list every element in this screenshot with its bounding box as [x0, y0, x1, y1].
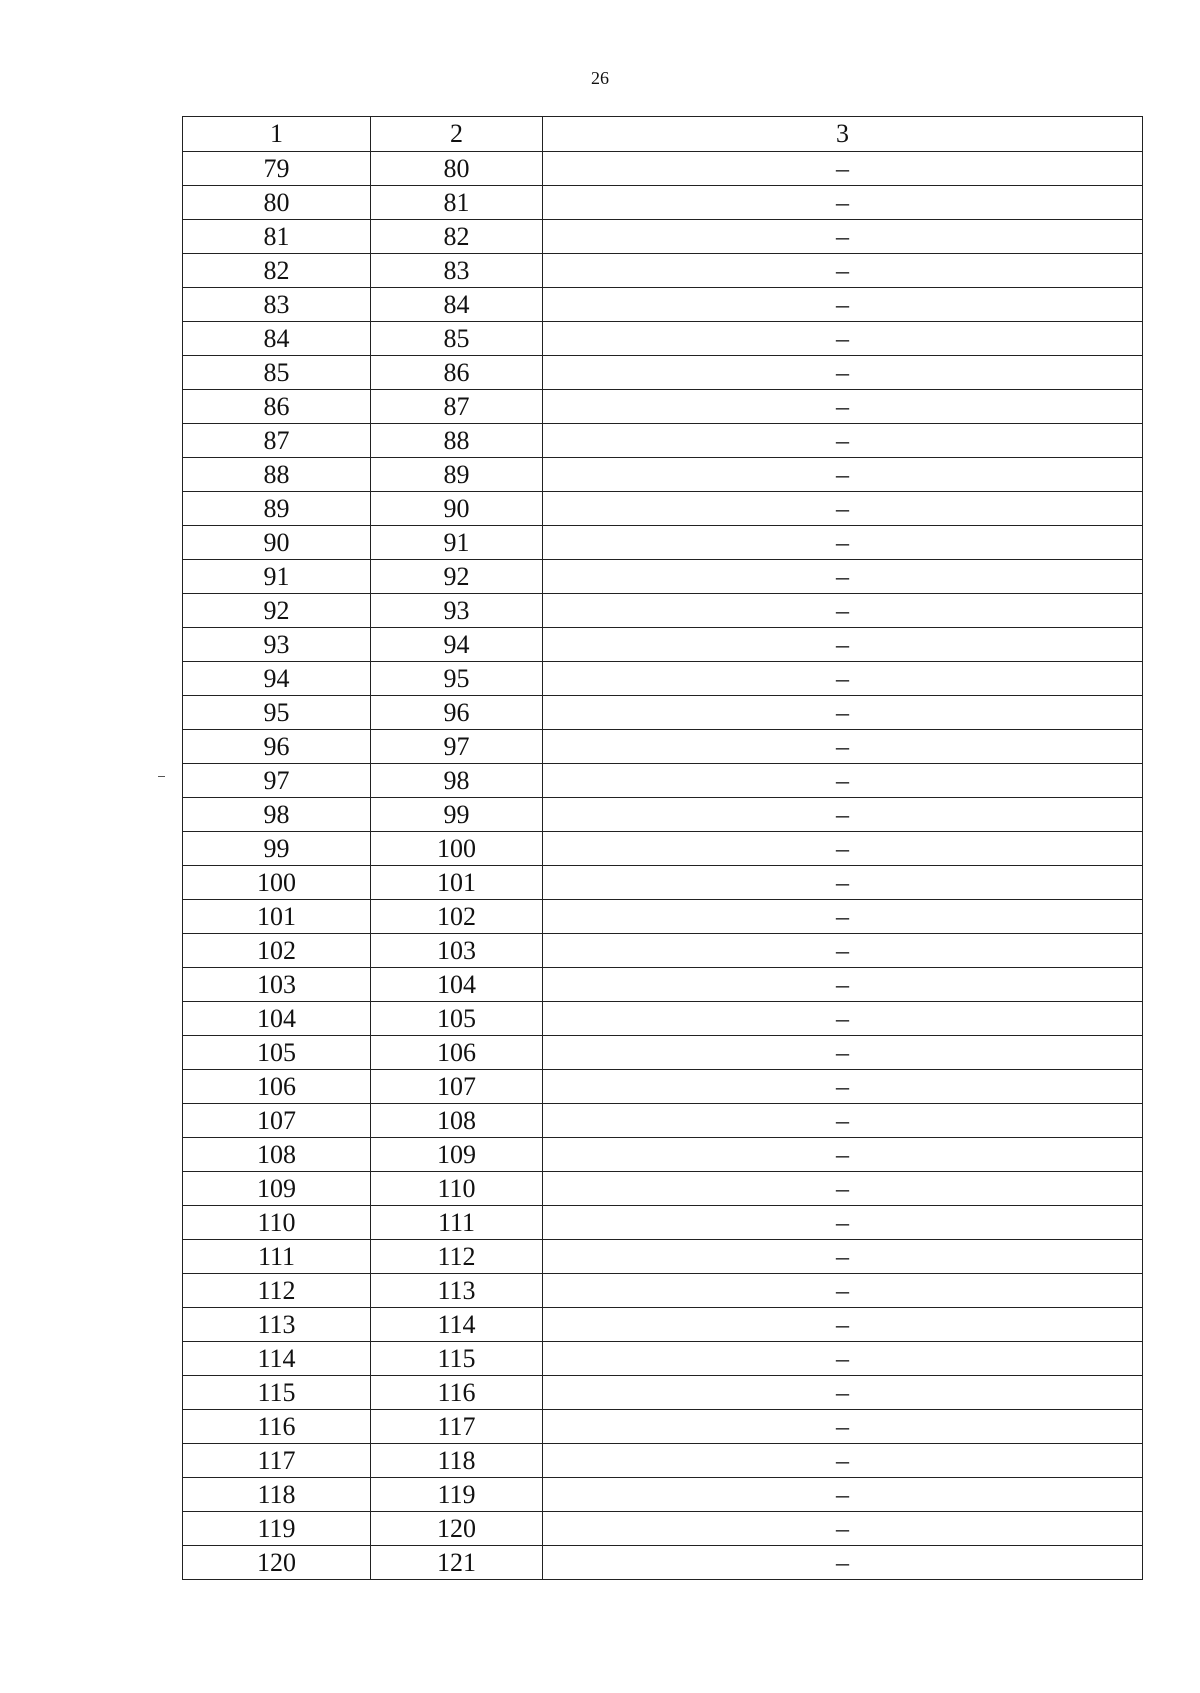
header-cell-3: 3 — [543, 117, 1143, 152]
table-row — [183, 662, 1143, 696]
table-row — [183, 458, 1143, 492]
table-cell-col-3: – — [543, 1444, 1143, 1478]
table-cell-col-2: 86 — [371, 356, 543, 390]
table-row — [183, 934, 1143, 968]
table-cell-col-1: 93 — [183, 628, 371, 662]
table-row — [183, 594, 1143, 628]
table-cell-col-2: 98 — [371, 764, 543, 798]
table-row — [183, 764, 1143, 798]
table-row — [183, 1512, 1143, 1546]
table-row — [183, 968, 1143, 1002]
table-cell-col-1: 113 — [183, 1308, 371, 1342]
table-row — [183, 1478, 1143, 1512]
table-cell-col-1: 107 — [183, 1104, 371, 1138]
table-cell-col-3: – — [543, 1308, 1143, 1342]
table-row — [183, 1206, 1143, 1240]
table-row — [183, 866, 1143, 900]
table-cell-col-2: 99 — [371, 798, 543, 832]
document-table — [182, 116, 1143, 1580]
table-body — [183, 117, 1143, 1580]
table-cell-col-2: 104 — [371, 968, 543, 1002]
table-cell-col-1: 103 — [183, 968, 371, 1002]
table-cell-col-2: 82 — [371, 220, 543, 254]
table-cell-col-1: 92 — [183, 594, 371, 628]
table-cell-col-2: 94 — [371, 628, 543, 662]
table-cell-col-1: 88 — [183, 458, 371, 492]
table-cell-col-3: – — [543, 764, 1143, 798]
table-row — [183, 1410, 1143, 1444]
table-cell-col-2: 83 — [371, 254, 543, 288]
table-cell-col-3: – — [543, 322, 1143, 356]
table-row — [183, 1240, 1143, 1274]
table-cell-col-1: 117 — [183, 1444, 371, 1478]
table-cell-col-3: – — [543, 458, 1143, 492]
table-row — [183, 492, 1143, 526]
table-cell-col-3: – — [543, 220, 1143, 254]
table-cell-col-2: 91 — [371, 526, 543, 560]
table-cell-col-3: – — [543, 968, 1143, 1002]
table-cell-col-3: – — [543, 1512, 1143, 1546]
table-cell-col-3: – — [543, 1206, 1143, 1240]
table-cell-col-1: 83 — [183, 288, 371, 322]
table-cell-col-3: – — [543, 1036, 1143, 1070]
table-row — [183, 424, 1143, 458]
table-cell-col-3: – — [543, 492, 1143, 526]
table-row — [183, 1104, 1143, 1138]
table-cell-col-3: – — [543, 1070, 1143, 1104]
table-header-row — [183, 117, 1143, 152]
table-row — [183, 322, 1143, 356]
table-cell-col-1: 84 — [183, 322, 371, 356]
table-cell-col-2: 115 — [371, 1342, 543, 1376]
table-cell-col-2: 103 — [371, 934, 543, 968]
table-row — [183, 1138, 1143, 1172]
table-cell-col-3: – — [543, 696, 1143, 730]
table-cell-col-3: – — [543, 356, 1143, 390]
table-cell-col-1: 112 — [183, 1274, 371, 1308]
table-cell-col-1: 105 — [183, 1036, 371, 1070]
table-cell-col-3: – — [543, 424, 1143, 458]
table-cell-col-2: 106 — [371, 1036, 543, 1070]
table-cell-col-3: – — [543, 1138, 1143, 1172]
header-cell-1: 1 — [183, 117, 371, 152]
table-cell-col-3: – — [543, 900, 1143, 934]
scan-mark — [158, 776, 165, 777]
table-cell-col-2: 88 — [371, 424, 543, 458]
table-cell-col-3: – — [543, 594, 1143, 628]
table-cell-col-1: 81 — [183, 220, 371, 254]
table-cell-col-3: – — [543, 1002, 1143, 1036]
table-row — [183, 1444, 1143, 1478]
table-cell-col-2: 120 — [371, 1512, 543, 1546]
table-cell-col-1: 110 — [183, 1206, 371, 1240]
table-cell-col-3: – — [543, 254, 1143, 288]
table-row — [183, 1342, 1143, 1376]
table-row — [183, 696, 1143, 730]
table-row — [183, 1308, 1143, 1342]
table-cell-col-1: 87 — [183, 424, 371, 458]
document-table-container — [182, 116, 1142, 1580]
table-cell-col-3: – — [543, 934, 1143, 968]
table-cell-col-1: 98 — [183, 798, 371, 832]
table-cell-col-1: 86 — [183, 390, 371, 424]
table-cell-col-1: 104 — [183, 1002, 371, 1036]
table-cell-col-1: 116 — [183, 1410, 371, 1444]
table-row — [183, 832, 1143, 866]
table-cell-col-2: 100 — [371, 832, 543, 866]
table-cell-col-1: 96 — [183, 730, 371, 764]
table-cell-col-1: 114 — [183, 1342, 371, 1376]
table-cell-col-2: 111 — [371, 1206, 543, 1240]
table-cell-col-1: 100 — [183, 866, 371, 900]
table-row — [183, 560, 1143, 594]
table-cell-col-2: 92 — [371, 560, 543, 594]
table-cell-col-3: – — [543, 628, 1143, 662]
table-cell-col-3: – — [543, 1104, 1143, 1138]
table-cell-col-2: 84 — [371, 288, 543, 322]
table-cell-col-1: 101 — [183, 900, 371, 934]
table-row — [183, 356, 1143, 390]
table-cell-col-2: 89 — [371, 458, 543, 492]
table-row — [183, 1070, 1143, 1104]
table-cell-col-2: 85 — [371, 322, 543, 356]
table-cell-col-3: – — [543, 186, 1143, 220]
table-cell-col-1: 79 — [183, 152, 371, 186]
table-cell-col-3: – — [543, 866, 1143, 900]
table-cell-col-2: 118 — [371, 1444, 543, 1478]
table-cell-col-1: 85 — [183, 356, 371, 390]
table-cell-col-1: 82 — [183, 254, 371, 288]
table-cell-col-3: – — [543, 730, 1143, 764]
table-cell-col-2: 96 — [371, 696, 543, 730]
table-cell-col-2: 112 — [371, 1240, 543, 1274]
table-cell-col-3: – — [543, 1342, 1143, 1376]
table-cell-col-2: 93 — [371, 594, 543, 628]
table-cell-col-3: – — [543, 1546, 1143, 1580]
table-cell-col-2: 80 — [371, 152, 543, 186]
table-cell-col-3: – — [543, 152, 1143, 186]
table-cell-col-2: 97 — [371, 730, 543, 764]
table-cell-col-2: 102 — [371, 900, 543, 934]
table-row — [183, 526, 1143, 560]
table-cell-col-2: 113 — [371, 1274, 543, 1308]
table-cell-col-3: – — [543, 1410, 1143, 1444]
table-cell-col-1: 90 — [183, 526, 371, 560]
table-cell-col-3: – — [543, 1376, 1143, 1410]
table-cell-col-1: 89 — [183, 492, 371, 526]
table-cell-col-2: 119 — [371, 1478, 543, 1512]
table-cell-col-2: 108 — [371, 1104, 543, 1138]
table-row — [183, 730, 1143, 764]
table-row — [183, 390, 1143, 424]
table-cell-col-3: – — [543, 798, 1143, 832]
table-cell-col-1: 108 — [183, 1138, 371, 1172]
table-row — [183, 1036, 1143, 1070]
table-cell-col-1: 119 — [183, 1512, 371, 1546]
table-row — [183, 288, 1143, 322]
table-cell-col-2: 107 — [371, 1070, 543, 1104]
table-row — [183, 186, 1143, 220]
table-cell-col-2: 81 — [371, 186, 543, 220]
table-cell-col-2: 109 — [371, 1138, 543, 1172]
table-row — [183, 1376, 1143, 1410]
table-cell-col-2: 116 — [371, 1376, 543, 1410]
table-cell-col-1: 99 — [183, 832, 371, 866]
table-cell-col-3: – — [543, 1172, 1143, 1206]
table-cell-col-3: – — [543, 288, 1143, 322]
table-row — [183, 1172, 1143, 1206]
table-cell-col-1: 106 — [183, 1070, 371, 1104]
table-cell-col-1: 91 — [183, 560, 371, 594]
table-cell-col-1: 111 — [183, 1240, 371, 1274]
table-cell-col-2: 117 — [371, 1410, 543, 1444]
table-row — [183, 1274, 1143, 1308]
table-row — [183, 628, 1143, 662]
table-row — [183, 1546, 1143, 1580]
table-cell-col-1: 80 — [183, 186, 371, 220]
table-cell-col-3: – — [543, 1240, 1143, 1274]
table-cell-col-2: 121 — [371, 1546, 543, 1580]
table-cell-col-1: 120 — [183, 1546, 371, 1580]
table-cell-col-3: – — [543, 390, 1143, 424]
table-cell-col-3: – — [543, 526, 1143, 560]
table-cell-col-1: 102 — [183, 934, 371, 968]
table-cell-col-2: 114 — [371, 1308, 543, 1342]
table-row — [183, 220, 1143, 254]
table-cell-col-1: 94 — [183, 662, 371, 696]
table-row — [183, 254, 1143, 288]
table-cell-col-2: 105 — [371, 1002, 543, 1036]
table-cell-col-1: 97 — [183, 764, 371, 798]
table-cell-col-2: 101 — [371, 866, 543, 900]
table-cell-col-3: – — [543, 1274, 1143, 1308]
table-row — [183, 152, 1143, 186]
page-number: 26 — [591, 68, 609, 88]
table-cell-col-2: 90 — [371, 492, 543, 526]
header-cell-2: 2 — [371, 117, 543, 152]
table-row — [183, 1002, 1143, 1036]
table-cell-col-1: 95 — [183, 696, 371, 730]
table-row — [183, 798, 1143, 832]
table-cell-col-2: 87 — [371, 390, 543, 424]
table-cell-col-1: 115 — [183, 1376, 371, 1410]
table-cell-col-1: 109 — [183, 1172, 371, 1206]
table-cell-col-2: 95 — [371, 662, 543, 696]
table-cell-col-3: – — [543, 832, 1143, 866]
table-row — [183, 900, 1143, 934]
table-cell-col-1: 118 — [183, 1478, 371, 1512]
table-cell-col-3: – — [543, 662, 1143, 696]
table-cell-col-3: – — [543, 560, 1143, 594]
table-cell-col-2: 110 — [371, 1172, 543, 1206]
table-cell-col-3: – — [543, 1478, 1143, 1512]
